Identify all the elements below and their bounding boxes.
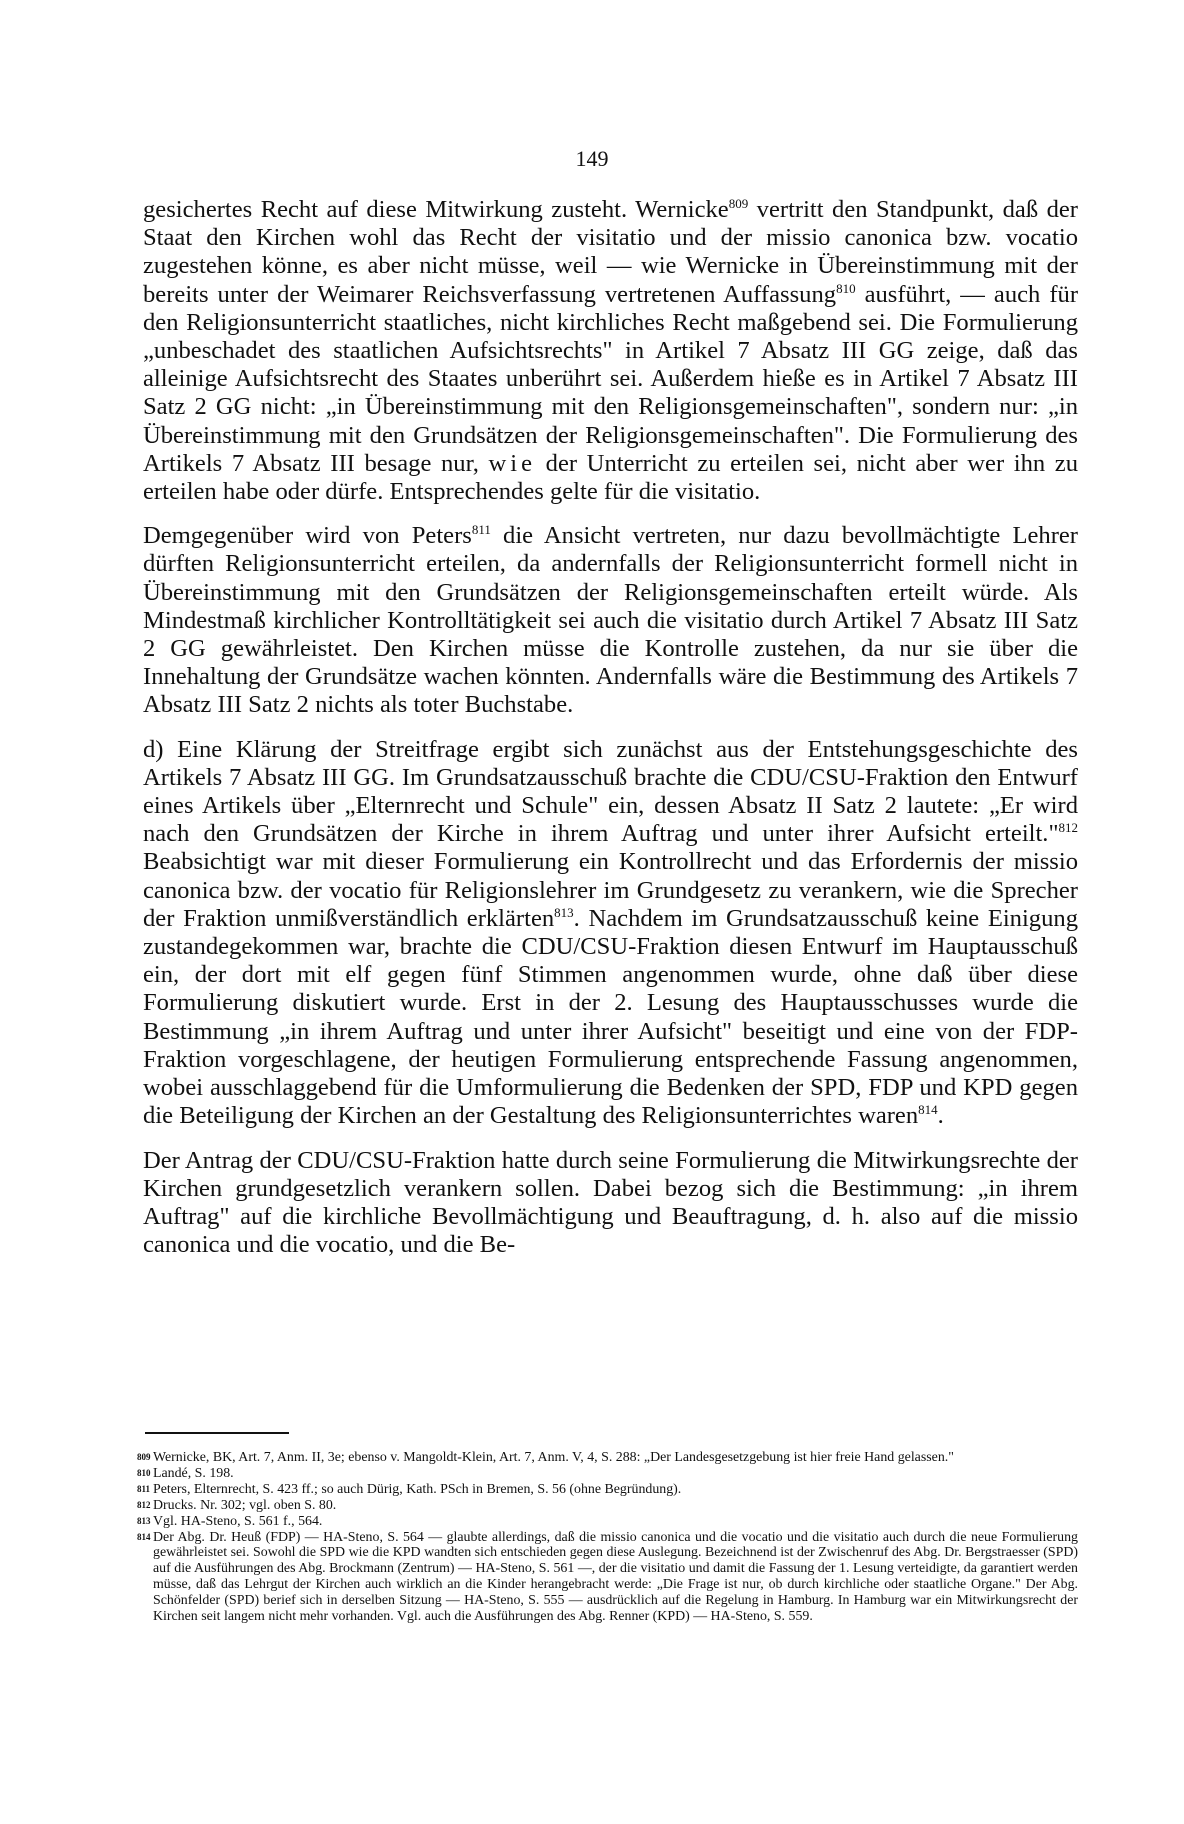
paragraph-4 [143, 1147, 1078, 1260]
footnote-ref: 812 [1058, 820, 1078, 836]
body-text [143, 196, 1078, 1275]
footnote [137, 1450, 1078, 1466]
footnote [137, 1482, 1078, 1498]
footnote-ref: 813 [554, 904, 574, 920]
text-run: vertritt den Standpunkt, daß der Staat den Kirchen wohl das Recht der visitatio und der missio canonica bzw. vocatio zugestehen könne, es aber nicht müsse, weil — wie Wernicke in Übereinstimmung mit der bereits unter der Weimarer Reichsverfassung vertretenen Auffassung [143, 196, 1078, 308]
paragraph-1 [143, 196, 1078, 506]
text-run: ausführt, — auch für den Religionsunterricht staatliches, nicht kirchliches Recht maßgebend sei. Die Formulierung „unbeschadet des staatlichen Aufsichtsrechts" in Artikel 7 Absatz III GG zeige, daß das alleinige Aufsichtsrecht des Staates unberührt sei. Außerdem hieße es in Artikel 7 Absatz III Satz 2 GG nicht: „in Übereinstimmung mit den Religionsgemeinschaften", sondern nur: „in Übereinstimmung mit den Grundsätzen der Religionsgemeinschaften". Die Formulierung des Artikels 7 Absatz III besage nur, [143, 280, 1079, 477]
footnote-text: Drucks. Nr. 302; vgl. oben S. 80. [153, 1497, 337, 1513]
text-run: der Unterricht zu erteilen sei, nicht aber wer ihn zu erteilen habe oder dürfe. Entsprechendes gelte für die visitatio. [143, 449, 1079, 506]
footnote-text: Peters, Elternrecht, S. 423 ff.; so auch Dürig, Kath. PSch in Bremen, S. 56 (ohne Begründung). [153, 1481, 682, 1497]
footnote-ref: 814 [918, 1102, 938, 1118]
footnote [137, 1466, 1078, 1482]
footnote-number: 814 [137, 1531, 151, 1542]
footnote-ref: 810 [836, 280, 856, 296]
footnote [137, 1498, 1078, 1514]
footnote [137, 1514, 1078, 1530]
text-run: gesichertes Recht auf diese Mitwirkung zusteht. Wernicke [143, 196, 729, 223]
footnote-ref: 811 [471, 522, 491, 538]
paragraph-3 [143, 736, 1078, 1131]
footnote-text: Wernicke, BK, Art. 7, Anm. II, 3e; ebenso v. Mangoldt-Klein, Art. 7, Anm. V, 4, S. 288: „Der Landesgesetzgebung ist hier freie Hand gelassen." [153, 1450, 954, 1465]
emphasis-text: wie [488, 449, 537, 477]
footnote-text: Vgl. HA-Steno, S. 561 f., 564. [153, 1513, 323, 1529]
text-run: Demgegenüber wird von Peters [143, 522, 472, 550]
text-run: Beabsichtigt war mit dieser Formulierung ein Kontrollrecht und das Erfordernis der missio canonica bzw. der vocatio für Religionslehrer im Grundgesetz zu verankern, wie die Sprecher der Fraktion unmißverständlich erklärten [143, 848, 1078, 932]
footnote-number: 809 [137, 1452, 151, 1462]
footnote-number: 810 [137, 1467, 151, 1478]
footnote-number: 811 [137, 1483, 151, 1494]
page-number: 149 [575, 146, 609, 171]
footnotes [137, 1450, 1078, 1625]
footnote [137, 1530, 1078, 1625]
text-run: d) Eine Klärung der Streitfrage ergibt sich zunächst aus der Entstehungsgeschichte des Artikels 7 Absatz III GG. Im Grundsatzausschuß brachte die CDU/CSU-Fraktion den Entwurf eines Artikels über „Elternrecht und Schule" ein, dessen Absatz II Satz 2 lautete: „Er wird nach den Grundsätzen der Kirche in ihrem Auftrag und unter ihrer Aufsicht erteilt." [143, 735, 1078, 848]
text-run: . [937, 1102, 944, 1130]
footnote-divider [145, 1432, 289, 1434]
footnote-ref: 809 [728, 195, 749, 211]
footnote-text: Landé, S. 198. [153, 1465, 234, 1481]
footnote-text: Der Abg. Dr. Heuß (FDP) — HA-Steno, S. 564 — glaubte allerdings, daß die missio canonica und die vocatio und die visitatio auch durch die neue Formulierung gewährleistet sei. Sowohl die SPD wie die KPD wandten sich entschieden gegen diese Auslegung. Bezeichnend ist der Zwischenruf des Abg. Dr. Bergstraesser (SPD) auf die Ausführungen des Abg. Brockmann (Zentrum) — HA-Steno, S. 561 —, der die visitatio und damit die Fassung der 1. Lesung verteidigte, da garantiert werden müsse, daß das Lehrgut der Kirchen auch wirklich an die Kinder herangebracht werde: „Die Frage ist nur, ob durch kirchliche oder staatliche Organe." Der Abg. Schönfelder (SPD) berief sich in derselben Sitzung — HA-Steno, S. 555 — ausdrücklich auf die Regelung in Hamburg. In Hamburg war ein Mitwirkungsrecht der Kirchen seit langem nicht mehr vorhanden. Vgl. auch die Ausführungen des Abg. Renner (KPD) — HA-Steno, S. 559. [153, 1529, 1078, 1625]
text-run: . Nachdem im Grundsatzausschuß keine Einigung zustandegekommen war, brachte die CDU/CSU-Fraktion diesen Entwurf im Hauptausschuß ein, der dort mit elf gegen fünf Stimmen angenommen wurde, ohne daß über diese Formulierung diskutiert wurde. Erst in der 2. Lesung des Hauptausschusses wurde die Bestimmung „in ihrem Auftrag und unter ihrer Aufsicht" beseitigt und eine von der FDP-Fraktion vorgeschlagene, der heutigen Formulierung entsprechende Fassung angenommen, wobei ausschlaggebend für die Umformulierung die Bedenken der SPD, FDP und KPD gegen die Beteiligung der Kirchen an der Gestaltung des Religionsunterrichtes waren [143, 904, 1078, 1130]
text-run: die Ansicht vertreten, nur dazu bevollmächtigte Lehrer dürften Religionsunterricht erteilen, da andernfalls der Religionsunterricht formell nicht in Übereinstimmung mit den Grundsätzen der Religionsgemeinschaften erteilt würde. Als Mindestmaß kirchlicher Kontrolltätigkeit sei auch die visitatio durch Artikel 7 Absatz III Satz 2 GG gewährleistet. Den Kirchen müsse die Kontrolle zustehen, da nur sie über die Innehaltung der Grundsätze wachen könnten. Andernfalls wäre die Bestimmung des Artikels 7 Absatz III Satz 2 nichts als toter Buchstabe. [143, 522, 1078, 719]
footnote-number: 813 [137, 1515, 151, 1526]
paragraph-2 [143, 522, 1078, 719]
footnote-number: 812 [137, 1499, 151, 1510]
text-run: Der Antrag der CDU/CSU-Fraktion hatte durch seine Formulierung die Mitwirkungsrechte der Kirchen grundgesetzlich verankern sollen. Dabei bezog sich die Bestimmung: „in ihrem Auftrag" auf die kirchliche Bevollmächtigung und Beauftragung, d. h. also auf die missio canonica und die vocatio, und die Be- [143, 1146, 1078, 1259]
